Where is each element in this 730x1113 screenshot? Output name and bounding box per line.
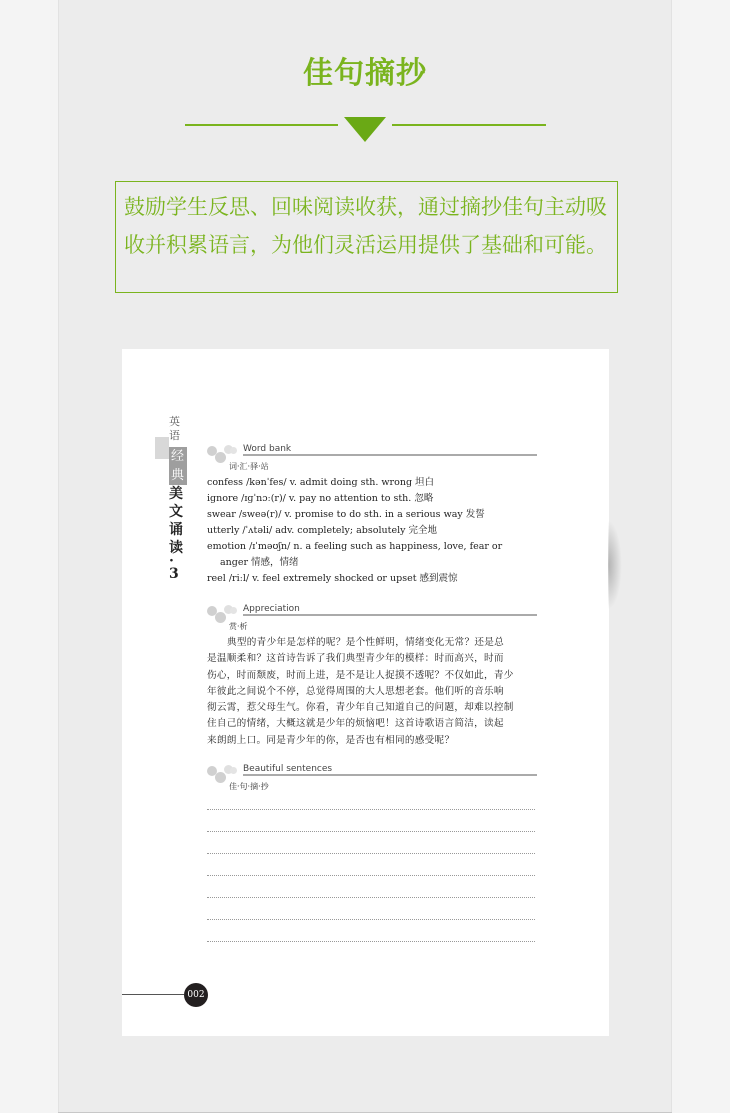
- appreciation-text: [207, 635, 537, 749]
- side-char: 经: [169, 447, 187, 466]
- intro-line: 鼓励学生反思、回味阅读收获，通过摘抄佳句主动吸: [124, 195, 607, 219]
- appreciation-line: 典型的青少年是怎样的呢？是个性鲜明，情绪变化无常？还是总: [227, 637, 505, 648]
- writing-line: [207, 875, 535, 876]
- word-entry: confess /kənˈfes/ v. admit doing sth. wrong 坦白: [207, 477, 435, 488]
- word-bank-list: [207, 475, 537, 587]
- down-triangle-icon: [344, 117, 386, 142]
- word-entry: utterly /ˈʌtəli/ adv. completely; absolutely 完全地: [207, 525, 437, 536]
- section-rule: [243, 774, 537, 776]
- word-bank-header: [207, 444, 537, 471]
- appreciation-line: 是温顺柔和？这首诗告诉了我们典型青少年的模样：时而高兴，时而: [207, 653, 504, 665]
- side-char: 美: [169, 486, 183, 502]
- beautiful-sentences-subtitle: 佳·句·摘·抄: [229, 782, 269, 791]
- side-char: 典: [169, 466, 187, 485]
- beautiful-sentences-header: [207, 764, 537, 791]
- appreciation-line: 伤心，时而颓废，时而上进，是不是让人捉摸不透呢？不仅如此，青少: [207, 669, 514, 681]
- word-entry: anger 情感，情绪: [220, 557, 299, 568]
- side-gray-block: [155, 437, 169, 459]
- left-margin-strip: [0, 0, 59, 1113]
- word-bank-subtitle: 词·汇·驿·站: [229, 462, 269, 471]
- word-entry: emotion /ɪˈməʊʃn/ n. a feeling such as happiness, love, fear or: [207, 541, 503, 552]
- page-number: 002: [184, 983, 208, 1007]
- title-divider-right: [392, 124, 546, 126]
- beautiful-sentences-title: Beautiful sentences: [243, 764, 333, 774]
- appreciation-title: Appreciation: [243, 604, 300, 614]
- page-shadow: [608, 520, 622, 610]
- writing-line: [207, 853, 535, 854]
- bottom-rule: [58, 1106, 672, 1113]
- side-char: 3: [169, 566, 179, 582]
- section-rule: [243, 614, 537, 616]
- title-divider-left: [185, 124, 338, 126]
- word-entry: ignore /ɪɡˈnɔː(r)/ v. pay no attention to sth. 忽略: [207, 493, 434, 504]
- writing-line: [207, 831, 535, 832]
- writing-line: [207, 809, 535, 810]
- side-char: 英: [169, 415, 180, 428]
- appreciation-header: [207, 604, 537, 631]
- writing-line: [207, 919, 535, 920]
- book-page-image: [122, 349, 609, 1036]
- appreciation-line: 住自己的情绪，大概这就是少年的烦恼吧！这首诗歌语言简洁，读起: [207, 718, 504, 730]
- appreciation-line: 来朗朗上口。同是青少年的你，是否也有相同的感受呢？: [207, 734, 455, 746]
- section-title: 佳句摘抄: [303, 56, 427, 91]
- appreciation-subtitle: 赏·析: [229, 622, 248, 631]
- word-bank-title: Word bank: [243, 444, 292, 454]
- section-rule: [243, 454, 537, 456]
- side-char: 语: [169, 429, 180, 442]
- writing-line: [207, 897, 535, 898]
- intro-box: [115, 181, 618, 293]
- appreciation-line: 彻云霄，惹父母生气。你看，青少年自己知道自己的问题，却难以控制: [207, 702, 514, 714]
- writing-line: [207, 941, 535, 942]
- word-entry: swear /sweə(r)/ v. promise to do sth. in a serious way 发誓: [207, 509, 485, 520]
- side-char: ·: [169, 553, 174, 569]
- side-label: [169, 415, 191, 583]
- intro-line: 收并积累语言，为他们灵活运用提供了基础和可能。: [124, 233, 607, 257]
- side-char: 读: [169, 540, 183, 556]
- right-margin-strip: [671, 0, 730, 1113]
- page-number-rule: [122, 994, 184, 995]
- side-char: 诵: [169, 522, 183, 538]
- word-entry: reel /riːl/ v. feel extremely shocked or upset 感到震惊: [207, 573, 458, 584]
- appreciation-line: 年彼此之间说个不停，总觉得周围的大人思想老套。他们听的音乐响: [207, 685, 504, 697]
- side-char: 文: [169, 504, 183, 520]
